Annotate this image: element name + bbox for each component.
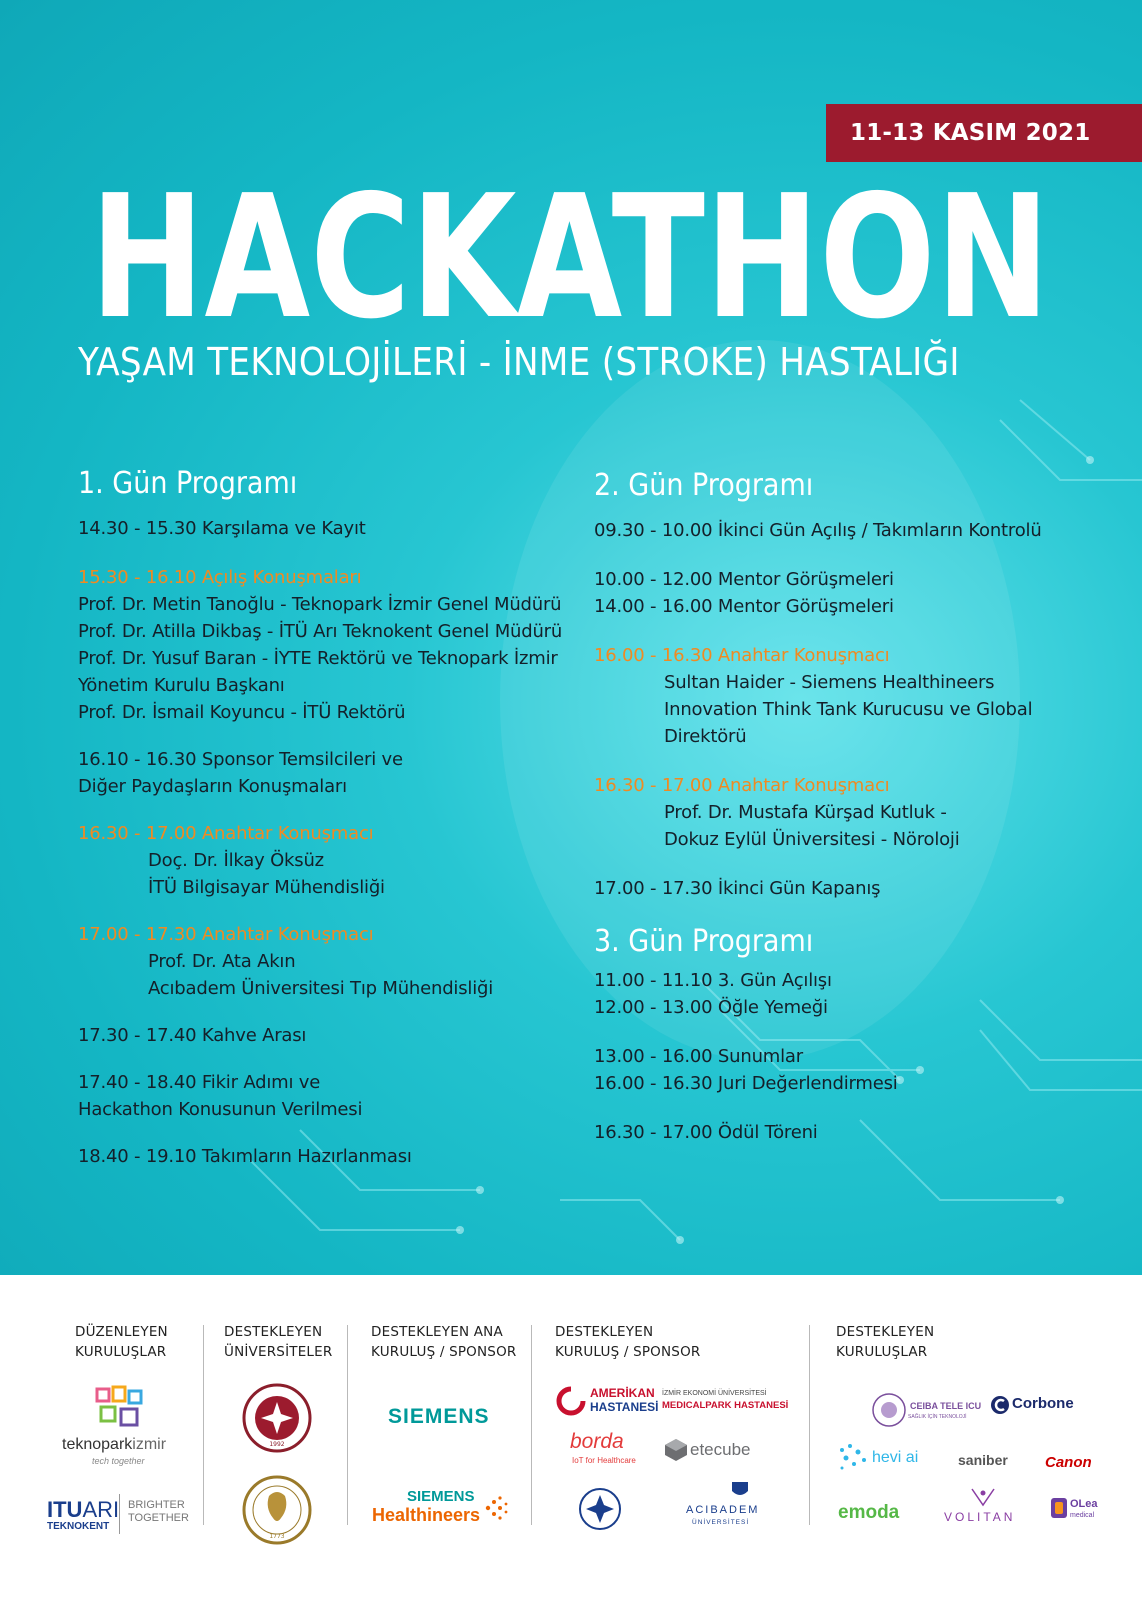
itu-ari-logo: ITUARI — [47, 1497, 120, 1522]
acibadem-sub: ÜNİVERSİTESİ — [692, 1519, 750, 1526]
schedule-row: 17.40 - 18.40 Fikir Adımı ve — [78, 1072, 321, 1093]
schedule-row: 11.00 - 11.10 3. Gün Açılışı — [594, 970, 832, 991]
organizers-heading: DÜZENLEYEN KURULUŞLAR — [75, 1324, 168, 1360]
universities-heading: DESTEKLEYEN ÜNİVERSİTELER — [224, 1324, 333, 1360]
medicalpark-sub: İZMİR EKONOMİ ÜNİVERSİTESİ — [662, 1390, 767, 1397]
olea-logo: OLea medical — [1070, 1498, 1098, 1519]
emoda-logo: emoda — [838, 1502, 900, 1523]
schedule-row: Hackathon Konusunun Verilmesi — [78, 1099, 363, 1120]
event-date-badge: 11-13 KASIM 2021 — [826, 104, 1142, 162]
speaker-row: Yönetim Kurulu Başkanı — [78, 675, 285, 696]
etecube-icon — [664, 1438, 688, 1462]
speaker-row: İTÜ Bilgisayar Mühendisliği — [148, 877, 385, 898]
speaker-row: Dokuz Eylül Üniversitesi - Nöroloji — [664, 829, 960, 850]
speaker-row: Prof. Dr. Ata Akın — [148, 951, 296, 972]
sponsors-heading: DESTEKLEYEN KURULUŞ / SPONSOR — [555, 1324, 701, 1360]
hevi-ai-logo: hevi ai — [872, 1449, 919, 1466]
volitan-logo: VOLITAN — [944, 1510, 1016, 1524]
schedule-row: 14.30 - 15.30 Karşılama ve Kayıt — [78, 518, 366, 539]
itu-seal-logo — [241, 1474, 313, 1546]
amerikan-hastanesi-icon — [556, 1386, 586, 1416]
day1-program — [78, 466, 568, 1170]
hackathon-title-text: HACKATHON — [90, 188, 1050, 328]
speaker-row: Prof. Dr. İsmail Koyuncu - İTÜ Rektörü — [78, 702, 406, 723]
event-subtitle: YAŞAM TEKNOLOJİLERİ - İNME (STROKE) HASTALIĞI — [78, 340, 960, 384]
iyte-seal-logo — [241, 1382, 313, 1454]
speaker-row: Doç. Dr. İlkay Öksüz — [148, 850, 324, 871]
hackathon-title — [80, 188, 1060, 328]
speaker-row: Innovation Think Tank Kurucusu ve Global — [664, 699, 1033, 720]
itu-ari-tagline: BRIGHTER TOGETHER — [128, 1499, 189, 1524]
corbone-icon — [990, 1395, 1010, 1415]
borda-tagline: IoT for Healthcare — [572, 1456, 636, 1465]
olea-icon — [1050, 1497, 1068, 1519]
schedule-row-highlight: 16.30 - 17.00 Anahtar Konuşmacı — [78, 823, 374, 844]
medicalpark-logo: MEDICALPARK HASTANESİ — [662, 1400, 789, 1411]
hevi-ai-icon — [836, 1442, 872, 1474]
amerikan-hastanesi-logo: AMERİKAN HASTANESİ — [590, 1386, 659, 1414]
siemens-healthineers-logo: SIEMENS — [407, 1488, 475, 1505]
speaker-row: Direktörü — [664, 726, 747, 747]
speaker-row: Prof. Dr. Atilla Dikbaş - İTÜ Arı Teknokent Genel Müdürü — [78, 621, 563, 642]
ceiba-sub: SAĞLIK İÇİN TEKNOLOJİ — [908, 1414, 967, 1420]
teknopark-logo-icon — [95, 1385, 143, 1431]
schedule-row: 10.00 - 12.00 Mentor Görüşmeleri — [594, 569, 894, 590]
schedule-row-highlight: 15.30 - 16.10 Açılış Konuşmaları — [78, 567, 362, 588]
schedule-row-highlight: 16.00 - 16.30 Anahtar Konuşmacı — [594, 645, 890, 666]
itu-ari-divider — [119, 1494, 120, 1534]
speaker-row: Sultan Haider - Siemens Healthineers — [664, 672, 995, 693]
footer-divider — [347, 1325, 348, 1525]
svg-text:1992: 1992 — [269, 1441, 285, 1448]
schedule-row: 09.30 - 10.00 İkinci Gün Açılış / Takımların Kontrolü — [594, 520, 1042, 541]
schedule-row: 14.00 - 16.00 Mentor Görüşmeleri — [594, 596, 894, 617]
footer-divider — [809, 1325, 810, 1525]
footer-divider — [203, 1325, 204, 1525]
schedule-row: 16.00 - 16.30 Juri Değerlendirmesi — [594, 1073, 898, 1094]
volitan-icon — [970, 1487, 996, 1507]
medipol-seal-logo — [578, 1487, 622, 1531]
schedule-row: 17.00 - 17.30 İkinci Gün Kapanış — [594, 878, 881, 899]
svg-text:1773: 1773 — [269, 1533, 285, 1540]
schedule-row: 17.30 - 17.40 Kahve Arası — [78, 1025, 307, 1046]
footer-divider — [531, 1325, 532, 1525]
ceiba-logo: CEIBA TELE ICU — [910, 1401, 982, 1411]
acibadem-crest-icon — [729, 1480, 751, 1500]
main-sponsor-heading: DESTEKLEYEN ANA KURULUŞ / SPONSOR — [371, 1324, 517, 1360]
siemens-logo: SIEMENS — [388, 1405, 490, 1428]
supporters-heading: DESTEKLEYEN KURULUŞLAR — [836, 1324, 935, 1360]
schedule-row: 13.00 - 16.00 Sunumlar — [594, 1046, 803, 1067]
schedule-row-highlight: 17.00 - 17.30 Anahtar Konuşmacı — [78, 924, 374, 945]
acibadem-logo: ACIBADEM — [686, 1504, 760, 1516]
healthineers-dots-icon — [484, 1496, 510, 1520]
speaker-row: Acıbadem Üniversitesi Tıp Mühendisliği — [148, 978, 494, 999]
day3-title: 3. Gün Programı — [594, 924, 814, 959]
saniber-logo: saniber — [958, 1452, 1008, 1468]
borda-logo: borda — [570, 1430, 624, 1453]
ceiba-icon — [871, 1392, 907, 1428]
day2-title: 2. Gün Programı — [594, 468, 814, 503]
schedule-row: 16.30 - 17.00 Ödül Töreni — [594, 1122, 818, 1143]
speaker-row: Prof. Dr. Yusuf Baran - İYTE Rektörü ve Teknopark İzmir — [78, 648, 558, 669]
schedule-row: Diğer Paydaşların Konuşmaları — [78, 776, 347, 797]
teknopark-tagline: tech together — [92, 1456, 145, 1466]
corbone-logo: Corbone — [1012, 1395, 1074, 1412]
speaker-row: Prof. Dr. Mustafa Kürşad Kutluk - — [664, 802, 947, 823]
teknopark-izmir-logo: teknoparkizmir — [62, 1436, 167, 1453]
siemens-healthineers-text: Healthineers — [372, 1505, 481, 1525]
day1-title: 1. Gün Programı — [78, 466, 298, 501]
schedule-row: 12.00 - 13.00 Öğle Yemeği — [594, 997, 828, 1018]
etecube-logo: etecube — [690, 1440, 751, 1459]
schedule-row-highlight: 16.30 - 17.00 Anahtar Konuşmacı — [594, 775, 890, 796]
schedule-row: 18.40 - 19.10 Takımların Hazırlanması — [78, 1146, 412, 1167]
day2-day3-program — [594, 468, 1094, 1146]
itu-ari-sub: TEKNOKENT — [47, 1521, 110, 1532]
canon-logo: Canon — [1045, 1454, 1092, 1471]
speaker-row: Prof. Dr. Metin Tanoğlu - Teknopark İzmir Genel Müdürü — [78, 594, 562, 615]
schedule-row: 16.10 - 16.30 Sponsor Temsilcileri ve — [78, 749, 403, 770]
